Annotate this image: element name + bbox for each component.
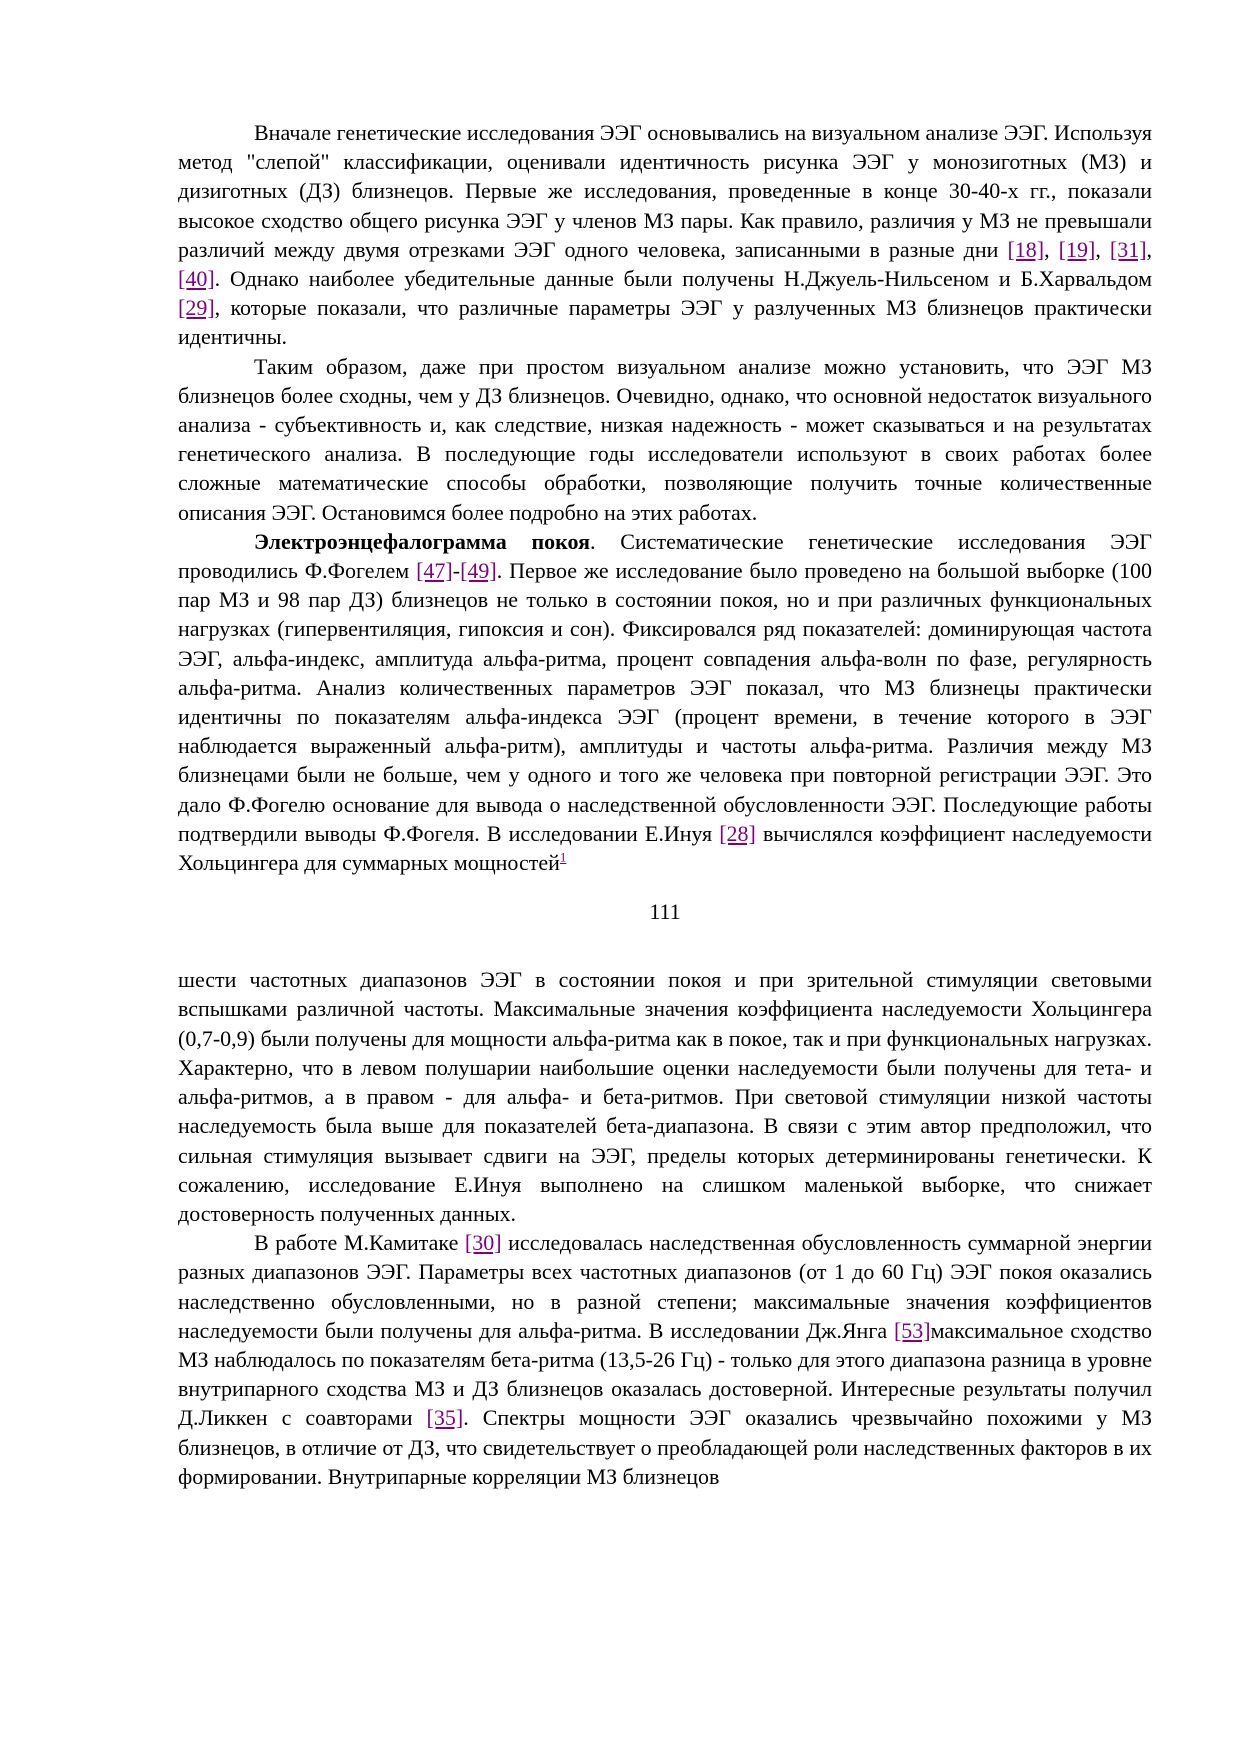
paragraph-text: . Первое же исследование было проведено на большой выборке (100 пар МЗ и 98 пар ДЗ) близнецов не только в состоянии покоя, но и при различных функциональных нагрузках (гипервентиляция, гипоксия и сон). Фиксировался ряд показателей: доминирующая частота ЭЭГ, альфа-индекс, амплитуда альфа-ритма, процент совпадения альфа-волн по фазе, регулярность альфа-ритма. Анализ количественных параметров ЭЭГ показал, что МЗ близнецы практически идентичны по показателям альфа-индекса ЭЭГ (процент времени, в течение которого в ЭЭГ наблюдается выраженный альфа-ритм), амплитуды и частоты альфа-ритма. Различия между МЗ близнецами были не больше, чем у одного и того же человека при повторной регистрации ЭЭГ. Это дало Ф.Фогелю основание для вывода о наследственной обусловленности ЭЭГ. Последующие работы подтвердили выводы Ф.Фогеля. В исследовании Е.Инуя — [178, 558, 1152, 846]
separator: , — [1095, 236, 1110, 262]
paragraph-text: , которые показали, что различные параметры ЭЭГ у разлученных МЗ близнецов практически идентичны. — [178, 295, 1152, 350]
paragraph-text: . Однако наиболее убедительные данные были получены Н.Джуель-Нильсеном и Б.Харвальдом — [214, 266, 1152, 292]
reference-link-31[interactable]: [31] — [1109, 236, 1147, 262]
paragraph-text: исследовалась наследственная обусловленность суммарной энергии разных диапазонов ЭЭГ. Параметры всех частотных диапазонов (от 1 до 60 Гц) ЭЭГ покоя оказались наследственно обусловленными, но в разной степени; максимальные значения коэффициентов наследуемости были получены для альфа-ритма. В исследовании Дж.Янга — [178, 1230, 1152, 1343]
paragraph-visual-analysis — [178, 118, 1152, 352]
reference-link-18[interactable]: [18] — [1007, 236, 1045, 262]
reference-link-28[interactable]: [28] — [719, 820, 756, 846]
reference-link-47[interactable]: [47] — [416, 558, 453, 584]
paragraph-continuation-inouye: шести частотных диапазонов ЭЭГ в состоянии покоя и при зрительной стимуляции световыми вспышками различной частоты. Максимальные значения коэффициента наследуемости Хольцингера (0,7-0,9) были получены для мощности альфа-ритма как в покое, так и при функциональных нагрузках. Характерно, что в левом полушарии наибольшие оценки наследуемости были получены для тета- и альфа-ритмов, а в правом - для альфа- и бета-ритмов. При световой стимуляции низкой частоты наследуемость была выше для показателей бета-диапазона. В связи с этим автор предположил, что сильная стимуляция вызывает сдвиги на ЭЭГ, пределы которых детерминированы генетически. К сожалению, исследование Е.Инуя выполнено на слишком маленькой выборке, что снижает достоверность полученных данных. — [178, 967, 1152, 1226]
paragraph-text: Вначале генетические исследования ЭЭГ основывались на визуальном анализе ЭЭГ. Используя метод "слепой" классификации, оценивали идентичность рисунка ЭЭГ у монозиготных (МЗ) и дизиготных (ДЗ) близнецов. Первые же исследования, проведенные в конце 30-40-х гг., показали высокое сходство общего рисунка ЭЭГ у членов МЗ пары. Как правило, различия у МЗ не превышали различий между двумя отрезками ЭЭГ одного человека, записанными в разные дни — [178, 120, 1152, 262]
reference-link-40[interactable]: [40] — [178, 266, 215, 292]
paragraph-text: В работе М.Камитаке — [254, 1230, 465, 1256]
reference-link-49[interactable]: [49] — [460, 558, 497, 584]
footnote-link[interactable]: 1 — [559, 849, 567, 865]
paragraph-visual-summary: Таким образом, даже при простом визуальном анализе можно установить, что ЭЭГ МЗ близнецов более сходны, чем у ДЗ близнецов. Очевидно, однако, что основной недостаток визуального анализа - субъективность и, как следствие, низкая надежность - может сказываться и на результатах генетического анализа. В последующие годы исследователи используют в своих работах более сложные математические способы обработки, позволяющие получить точные количественные описания ЭЭГ. Остановимся более подробно на этих работах. — [178, 353, 1152, 525]
page-number: 111 — [649, 899, 681, 925]
reference-link-30[interactable]: [30] — [464, 1230, 502, 1256]
paragraph-text: . Систематические генетические исследования ЭЭГ проводились Ф.Фогелем — [178, 528, 1152, 584]
separator: - — [452, 558, 461, 584]
paragraph-text: вычислялся коэффициент наследуемости Хольцингера для суммарных мощностей — [178, 820, 1152, 876]
separator: , — [1146, 236, 1153, 262]
paragraph-text: . Спектры мощности ЭЭГ оказались чрезвычайно похожими у МЗ близнецов, в отличие от ДЗ, что свидетельствует о преобладающей роли наследственных факторов в их формировании. Внутрипарные корреляции МЗ близнецов — [178, 1405, 1152, 1489]
paragraph-resting-eeg — [178, 527, 1152, 877]
paragraph-kamitake-young-lykken — [178, 1228, 1152, 1491]
document-page — [178, 118, 1152, 1491]
reference-link-53[interactable]: [53] — [893, 1317, 931, 1343]
reference-link-29[interactable]: [29] — [178, 295, 215, 321]
separator: , — [1044, 236, 1059, 262]
reference-link-35[interactable]: [35] — [426, 1405, 464, 1431]
reference-link-19[interactable]: [19] — [1058, 236, 1096, 262]
section-heading-resting-eeg: Электроэнцефалограмма покоя — [254, 528, 591, 554]
paragraph-text: максимальное сходство МЗ наблюдалось по показателям бета-ритма (13,5-26 Гц) - только для этого диапазона разница в уровне внутрипарного сходства МЗ и ДЗ близнецов оказалась достоверной. Интересные результаты получил Д.Ликкен с соавторами — [178, 1317, 1153, 1431]
